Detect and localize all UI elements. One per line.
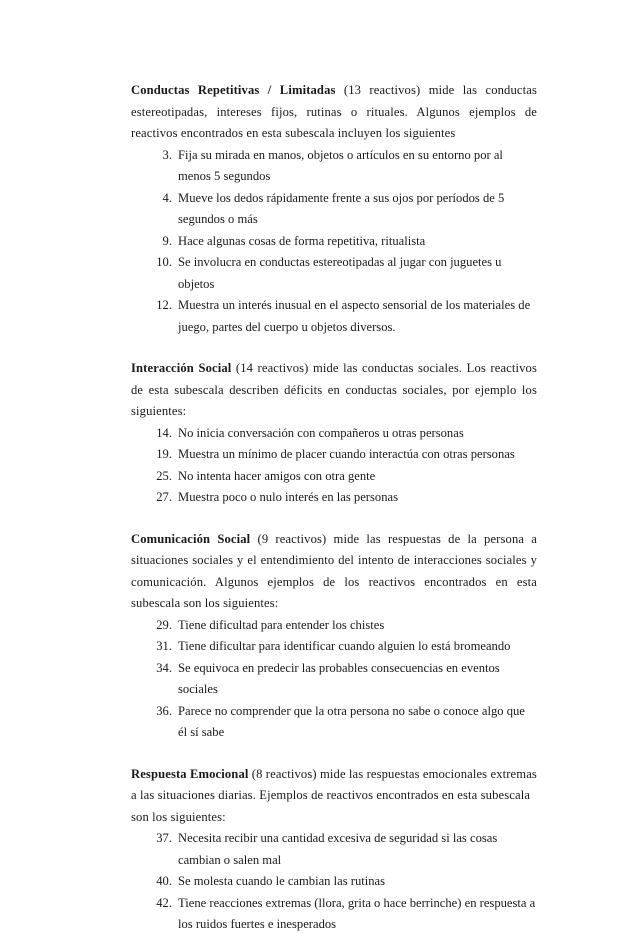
section-heading: Comunicación Social bbox=[131, 531, 251, 546]
list-item bbox=[131, 444, 537, 466]
list-item-text: No inicia conversación con compañeros u otras personas bbox=[178, 425, 464, 440]
list-item-number: 3. bbox=[162, 147, 172, 162]
section-intro-text: (14 reactivos) mide las conductas sociales. Los reactivos de esta subescala describen déficits en conductas sociales, por ejemplo los siguientes: bbox=[131, 361, 538, 418]
list-item bbox=[131, 701, 537, 744]
list-item-text: No intenta hacer amigos con otra gente bbox=[178, 468, 376, 483]
subscale-section bbox=[131, 764, 537, 936]
section-intro-paragraph bbox=[131, 358, 537, 423]
list-item bbox=[131, 828, 537, 871]
list-item-text: Se involucra en conductas estereotipadas al jugar con juguetes u objetos bbox=[178, 255, 502, 291]
subscale-section bbox=[131, 529, 537, 744]
list-item-text: Tiene reacciones extremas (llora, grita o hace berrinche) en respuesta a los ruidos fuertes e inesperados bbox=[178, 895, 536, 931]
list-item-text: Necesita recibir una cantidad excesiva de seguridad si las cosas cambian o salen mal bbox=[178, 831, 498, 867]
list-item-number: 42. bbox=[156, 895, 172, 910]
list-item-number: 9. bbox=[162, 233, 172, 248]
list-item-text: Hace algunas cosas de forma repetitiva, ritualista bbox=[178, 233, 426, 248]
subscale-section bbox=[131, 358, 537, 509]
list-item-number: 10. bbox=[156, 255, 172, 269]
list-item bbox=[131, 615, 537, 637]
list-item-number: 4. bbox=[162, 190, 172, 205]
list-item-number: 40. bbox=[156, 874, 172, 888]
list-item-text: Tiene dificultar para identificar cuando alguien lo está bromeando bbox=[178, 639, 511, 653]
list-item bbox=[131, 658, 537, 701]
section-heading: Interacción Social bbox=[131, 361, 232, 375]
list-item bbox=[131, 145, 537, 188]
list-item-text: Se equivoca en predecir las probables consecuencias en eventos sociales bbox=[178, 660, 500, 696]
list-item-text: Mueve los dedos rápidamente frente a sus ojos por períodos de 5 segundos o más bbox=[178, 190, 505, 226]
list-item-number: 34. bbox=[156, 660, 172, 675]
list-item bbox=[131, 231, 537, 253]
list-item-number: 27. bbox=[156, 490, 172, 504]
list-item-number: 29. bbox=[156, 617, 172, 632]
list-item-text: Se molesta cuando le cambian las rutinas bbox=[178, 874, 386, 888]
list-item bbox=[131, 252, 537, 295]
list-item bbox=[131, 295, 537, 338]
list-item bbox=[131, 423, 537, 445]
list-item bbox=[131, 188, 537, 231]
list-item-number: 25. bbox=[156, 468, 172, 483]
section-intro-text: (8 reactivos) mide las respuestas emocionales extremas a las situaciones diarias. Ejemplos de reactivos encontrados en esta subescala son los siguientes: bbox=[131, 766, 537, 824]
section-intro-paragraph bbox=[131, 80, 537, 145]
list-item-number: 12. bbox=[156, 298, 172, 312]
section-intro-paragraph bbox=[131, 764, 537, 829]
document-body bbox=[131, 80, 537, 936]
list-item bbox=[131, 893, 537, 936]
subscale-section bbox=[131, 80, 537, 338]
section-intro-text: (13 reactivos) mide las conductas estereotipadas, intereses fijos, rutinas o rituales. Algunos ejemplos de reactivos encontrados en esta subescala incluyen los siguientes bbox=[131, 83, 537, 140]
list-item bbox=[131, 636, 537, 658]
list-item-number: 19. bbox=[156, 447, 172, 461]
list-item-text: Muestra un interés inusual en el aspecto sensorial de los materiales de juego, partes del cuerpo u objetos diversos. bbox=[178, 298, 531, 334]
list-item-text: Parece no comprender que la otra persona no sabe o conoce algo que él sí sabe bbox=[178, 703, 525, 739]
list-item-number: 37. bbox=[156, 831, 172, 845]
subscale-item-list bbox=[131, 828, 537, 936]
subscale-item-list bbox=[131, 615, 537, 744]
list-item-text: Muestra poco o nulo interés en las personas bbox=[178, 490, 398, 504]
list-item-number: 31. bbox=[156, 639, 172, 653]
subscale-item-list bbox=[131, 145, 537, 339]
list-item-number: 36. bbox=[156, 703, 172, 718]
list-item bbox=[131, 871, 537, 893]
section-intro-text: (9 reactivos) mide las respuestas de la persona a situaciones sociales y el entendimiento del intento de interacciones sociales y comunicación. Algunos ejemplos de los reactivos encontrados en esta subescala son los siguientes: bbox=[131, 531, 537, 610]
section-intro-paragraph bbox=[131, 529, 537, 615]
list-item bbox=[131, 487, 537, 509]
section-heading: Respuesta Emocional bbox=[131, 766, 249, 781]
list-item-text: Fija su mirada en manos, objetos o artículos en su entorno por al menos 5 segundos bbox=[178, 147, 503, 183]
list-item-text: Tiene dificultad para entender los chistes bbox=[178, 617, 385, 632]
list-item-text: Muestra un mínimo de placer cuando interactúa con otras personas bbox=[178, 447, 515, 461]
list-item-number: 14. bbox=[156, 425, 172, 440]
subscale-item-list bbox=[131, 423, 537, 509]
list-item bbox=[131, 466, 537, 488]
section-heading: Conductas Repetitivas / Limitadas bbox=[131, 83, 336, 97]
